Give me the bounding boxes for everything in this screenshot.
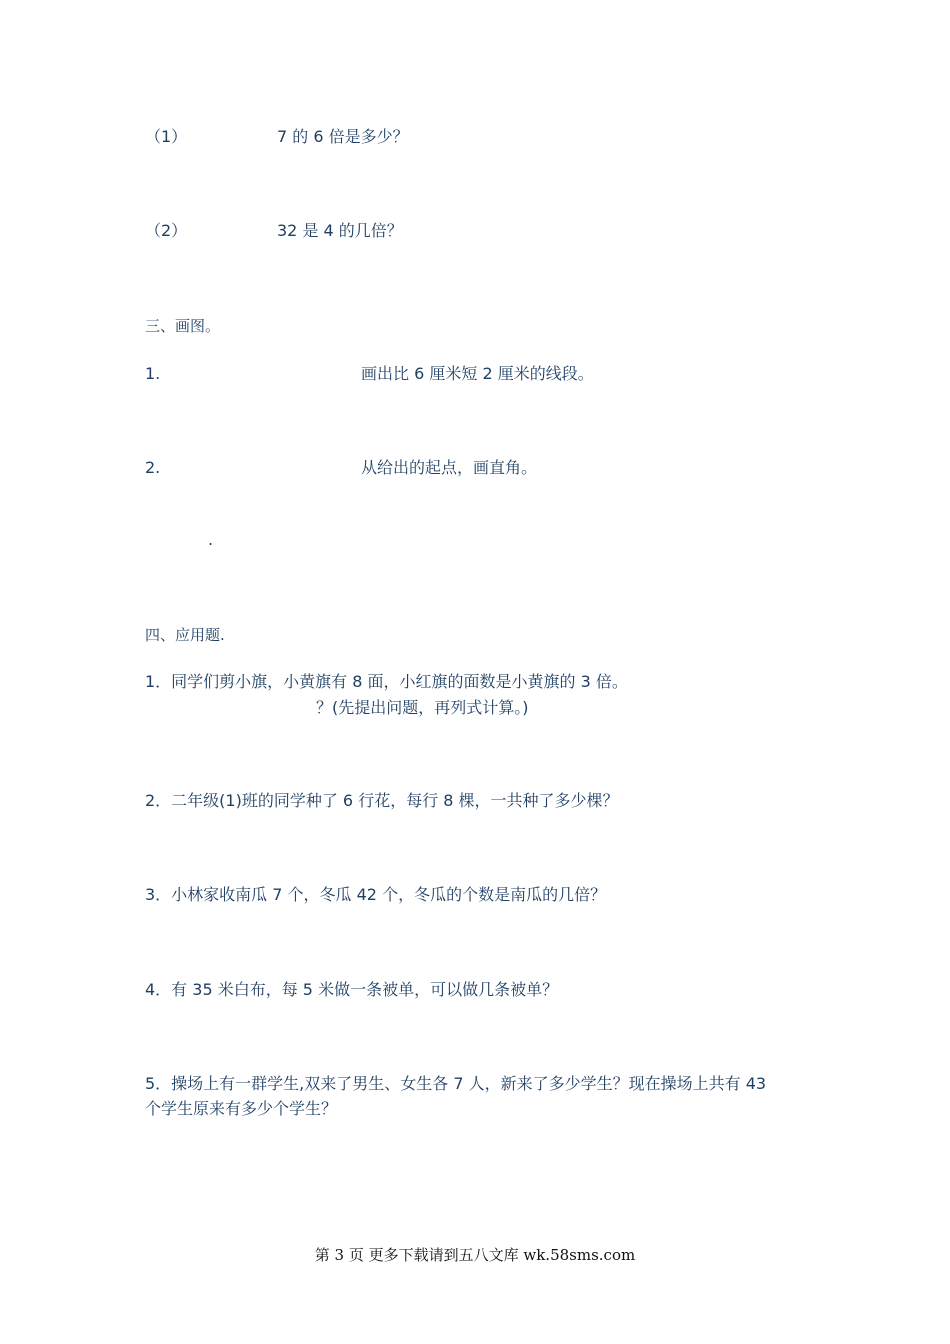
- drawing-item-text-2: 从给出的起点，画直角。: [361, 458, 538, 477]
- drawing-item-number-1: 1.: [145, 364, 161, 383]
- word-problem-1-line2: ？(先提出问题，再列式计算。): [316, 698, 529, 717]
- item-number-1: （1）: [145, 127, 188, 146]
- start-point-marker: .: [208, 530, 214, 549]
- word-problem-2: 2．二年级(1)班的同学种了 6 行花，每行 8 棵，一共种了多少棵？: [145, 791, 619, 810]
- page-footer: 第 3 页 更多下载请到五八文库 wk.58sms.com: [314, 1246, 636, 1264]
- question-text-1: 7 的 6 倍是多少？: [277, 127, 409, 146]
- word-problem-5-line1: 5．操场上有一群学生,双来了男生、女生各 7 人，新来了多少学生？现在操场上共有 43: [145, 1074, 767, 1093]
- word-problem-4: 4．有 35 米白布，每 5 米做一条被单，可以做几条被单？: [145, 980, 559, 999]
- section-heading-drawing: 三、画图。: [145, 317, 221, 335]
- section-heading-word-problems: 四、应用题.: [145, 626, 225, 644]
- drawing-item-number-2: 2.: [145, 458, 161, 477]
- word-problem-1-line1: 1．同学们剪小旗，小黄旗有 8 面，小红旗的面数是小黄旗的 3 倍。: [145, 672, 628, 691]
- word-problem-5-line2: 个学生原来有多少个学生？: [145, 1099, 338, 1118]
- drawing-item-text-1: 画出比 6 厘米短 2 厘米的线段。: [361, 364, 594, 383]
- word-problem-3: 3．小林家收南瓜 7 个，冬瓜 42 个，冬瓜的个数是南瓜的几倍？: [145, 885, 607, 904]
- question-text-2: 32 是 4 的几倍？: [277, 221, 403, 240]
- item-number-2: （2）: [145, 221, 188, 240]
